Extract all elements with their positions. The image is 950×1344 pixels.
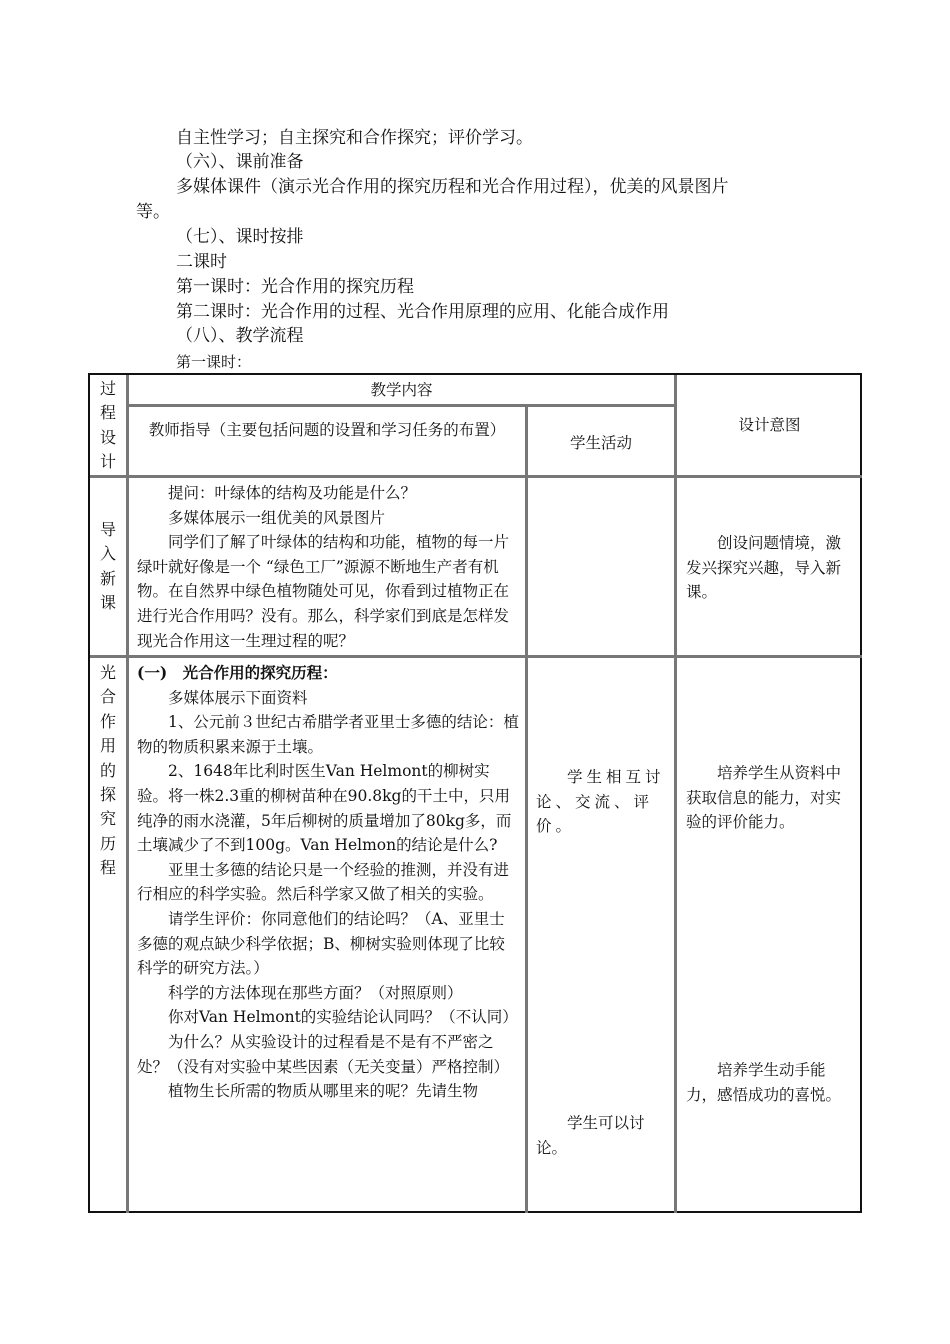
grid-line [129, 404, 674, 407]
row2-intent-2 [686, 1058, 856, 1107]
header-teacher-guide: 教师指导（主要包括问题的设置和学习任务的布置） [148, 421, 506, 439]
row2-teacher-para: 你对Van Helmont的实验结论认同吗？（不认同） [168, 1008, 518, 1027]
row1-intent-text: 创设问题情境，激发兴探究兴趣，导入新课。 [686, 534, 842, 602]
lesson-table [88, 373, 862, 1213]
header-process-design: 过程设计 [99, 379, 116, 472]
grid-line [525, 405, 528, 1213]
row2-teacher-para: 请学生评价：你同意他们的结论吗？（A、亚里士多德的观点缺少科学依据；B、柳树实验则体现了比较科学的研究方法。） [137, 909, 505, 978]
intro-line: （八）、教学流程 [176, 326, 304, 346]
section-title: (一) 光合作用的探究历程： [137, 663, 338, 682]
intro-line: 自主性学习；自主探究和合作探究；评价学习。 [176, 128, 533, 148]
stage-exploration: 光合作用的探究历程 [99, 663, 116, 878]
row2-student-text: 学生相互讨论、交流、评价。 [536, 768, 665, 836]
row2-teacher-para: 植物生长所需的物质从哪里来的呢？先请生物 [168, 1082, 479, 1101]
row1-teacher-para: 同学们了解了叶绿体的结构和功能，植物的每一片绿叶就好像是一个 “绿色工厂”源源不断地生产者有机物。在自然界中绿色植物随处可见，你看到过植物正在进行光合作用吗？没有。那么，科学家们到底是怎样发现光合作用这一生理过程的呢？ [137, 533, 510, 650]
row2-intent-text: 培养学生从资料中获取信息的能力，对实验的评价能力。 [686, 764, 842, 832]
intro-line: 等。 [136, 202, 170, 222]
header-content: 教学内容 [370, 381, 433, 399]
intro-line: 第一课时： [176, 353, 252, 371]
row2-intent-text: 培养学生动手能力，感悟成功的喜悦。 [686, 1061, 842, 1104]
row2-teacher-para: 科学的方法体现在那些方面？（对照原则） [168, 983, 463, 1002]
grid-line [90, 475, 862, 478]
grid-line [90, 655, 862, 658]
row2-student-text: 学生可以讨论。 [536, 1114, 645, 1157]
row2-intent-1 [686, 761, 856, 835]
grid-line [674, 375, 677, 1213]
intro-text [136, 126, 836, 372]
intro-line: 多媒体课件（演示光合作用的探究历程和光合作用过程），优美的风景图片 [176, 177, 729, 197]
intro-line: 二课时 [176, 252, 227, 272]
row2-teacher-para: 1、公元前３世纪古希腊学者亚里士多德的结论：植物的物质积累来源于土壤。 [137, 713, 519, 756]
header-student-activity: 学生活动 [569, 434, 632, 452]
header-design-intent: 设计意图 [738, 416, 801, 434]
row2-student-2 [536, 1111, 668, 1160]
row2-teacher-para: 亚里士多德的结论只是一个经验的推测，并没有进行相应的科学实验。然后科学家又做了相关的实验。 [137, 860, 510, 904]
row2-teacher-para: 多媒体展示下面资料 [168, 688, 308, 707]
row2-student-1 [536, 765, 668, 839]
row2-teacher [137, 661, 519, 1104]
row1-intent [686, 531, 856, 605]
intro-line: （七）、课时按排 [176, 227, 304, 247]
row2-teacher-para: 为什么？从实验设计的过程看是不是有不严密之处？（没有对实验中某些因素（无关变量）严格控制） [137, 1032, 510, 1076]
row1-teacher-para: 多媒体展示一组优美的风景图片 [168, 508, 386, 527]
stage-intro: 导入新课 [99, 520, 116, 613]
row2-teacher-para: 2、1648年比利时医生Van Helmont的柳树实验。将一株2.3重的柳树苗种在90.8kg的干土中，只用纯净的雨水浇灌，5年后柳树的质量增加了80kg多，而土壤减少了不到100g。Van Helmon的结论是什么? [137, 762, 512, 855]
grid-line [126, 375, 129, 1213]
intro-line: （六）、课前准备 [176, 152, 304, 172]
intro-line: 第一课时：光合作用的探究历程 [176, 277, 414, 297]
intro-line: 第二课时：光合作用的过程、光合作用原理的应用、化能合成作用 [176, 302, 669, 322]
row1-teacher [137, 481, 519, 653]
row1-teacher-para: 提问：叶绿体的结构及功能是什么？ [168, 484, 417, 502]
